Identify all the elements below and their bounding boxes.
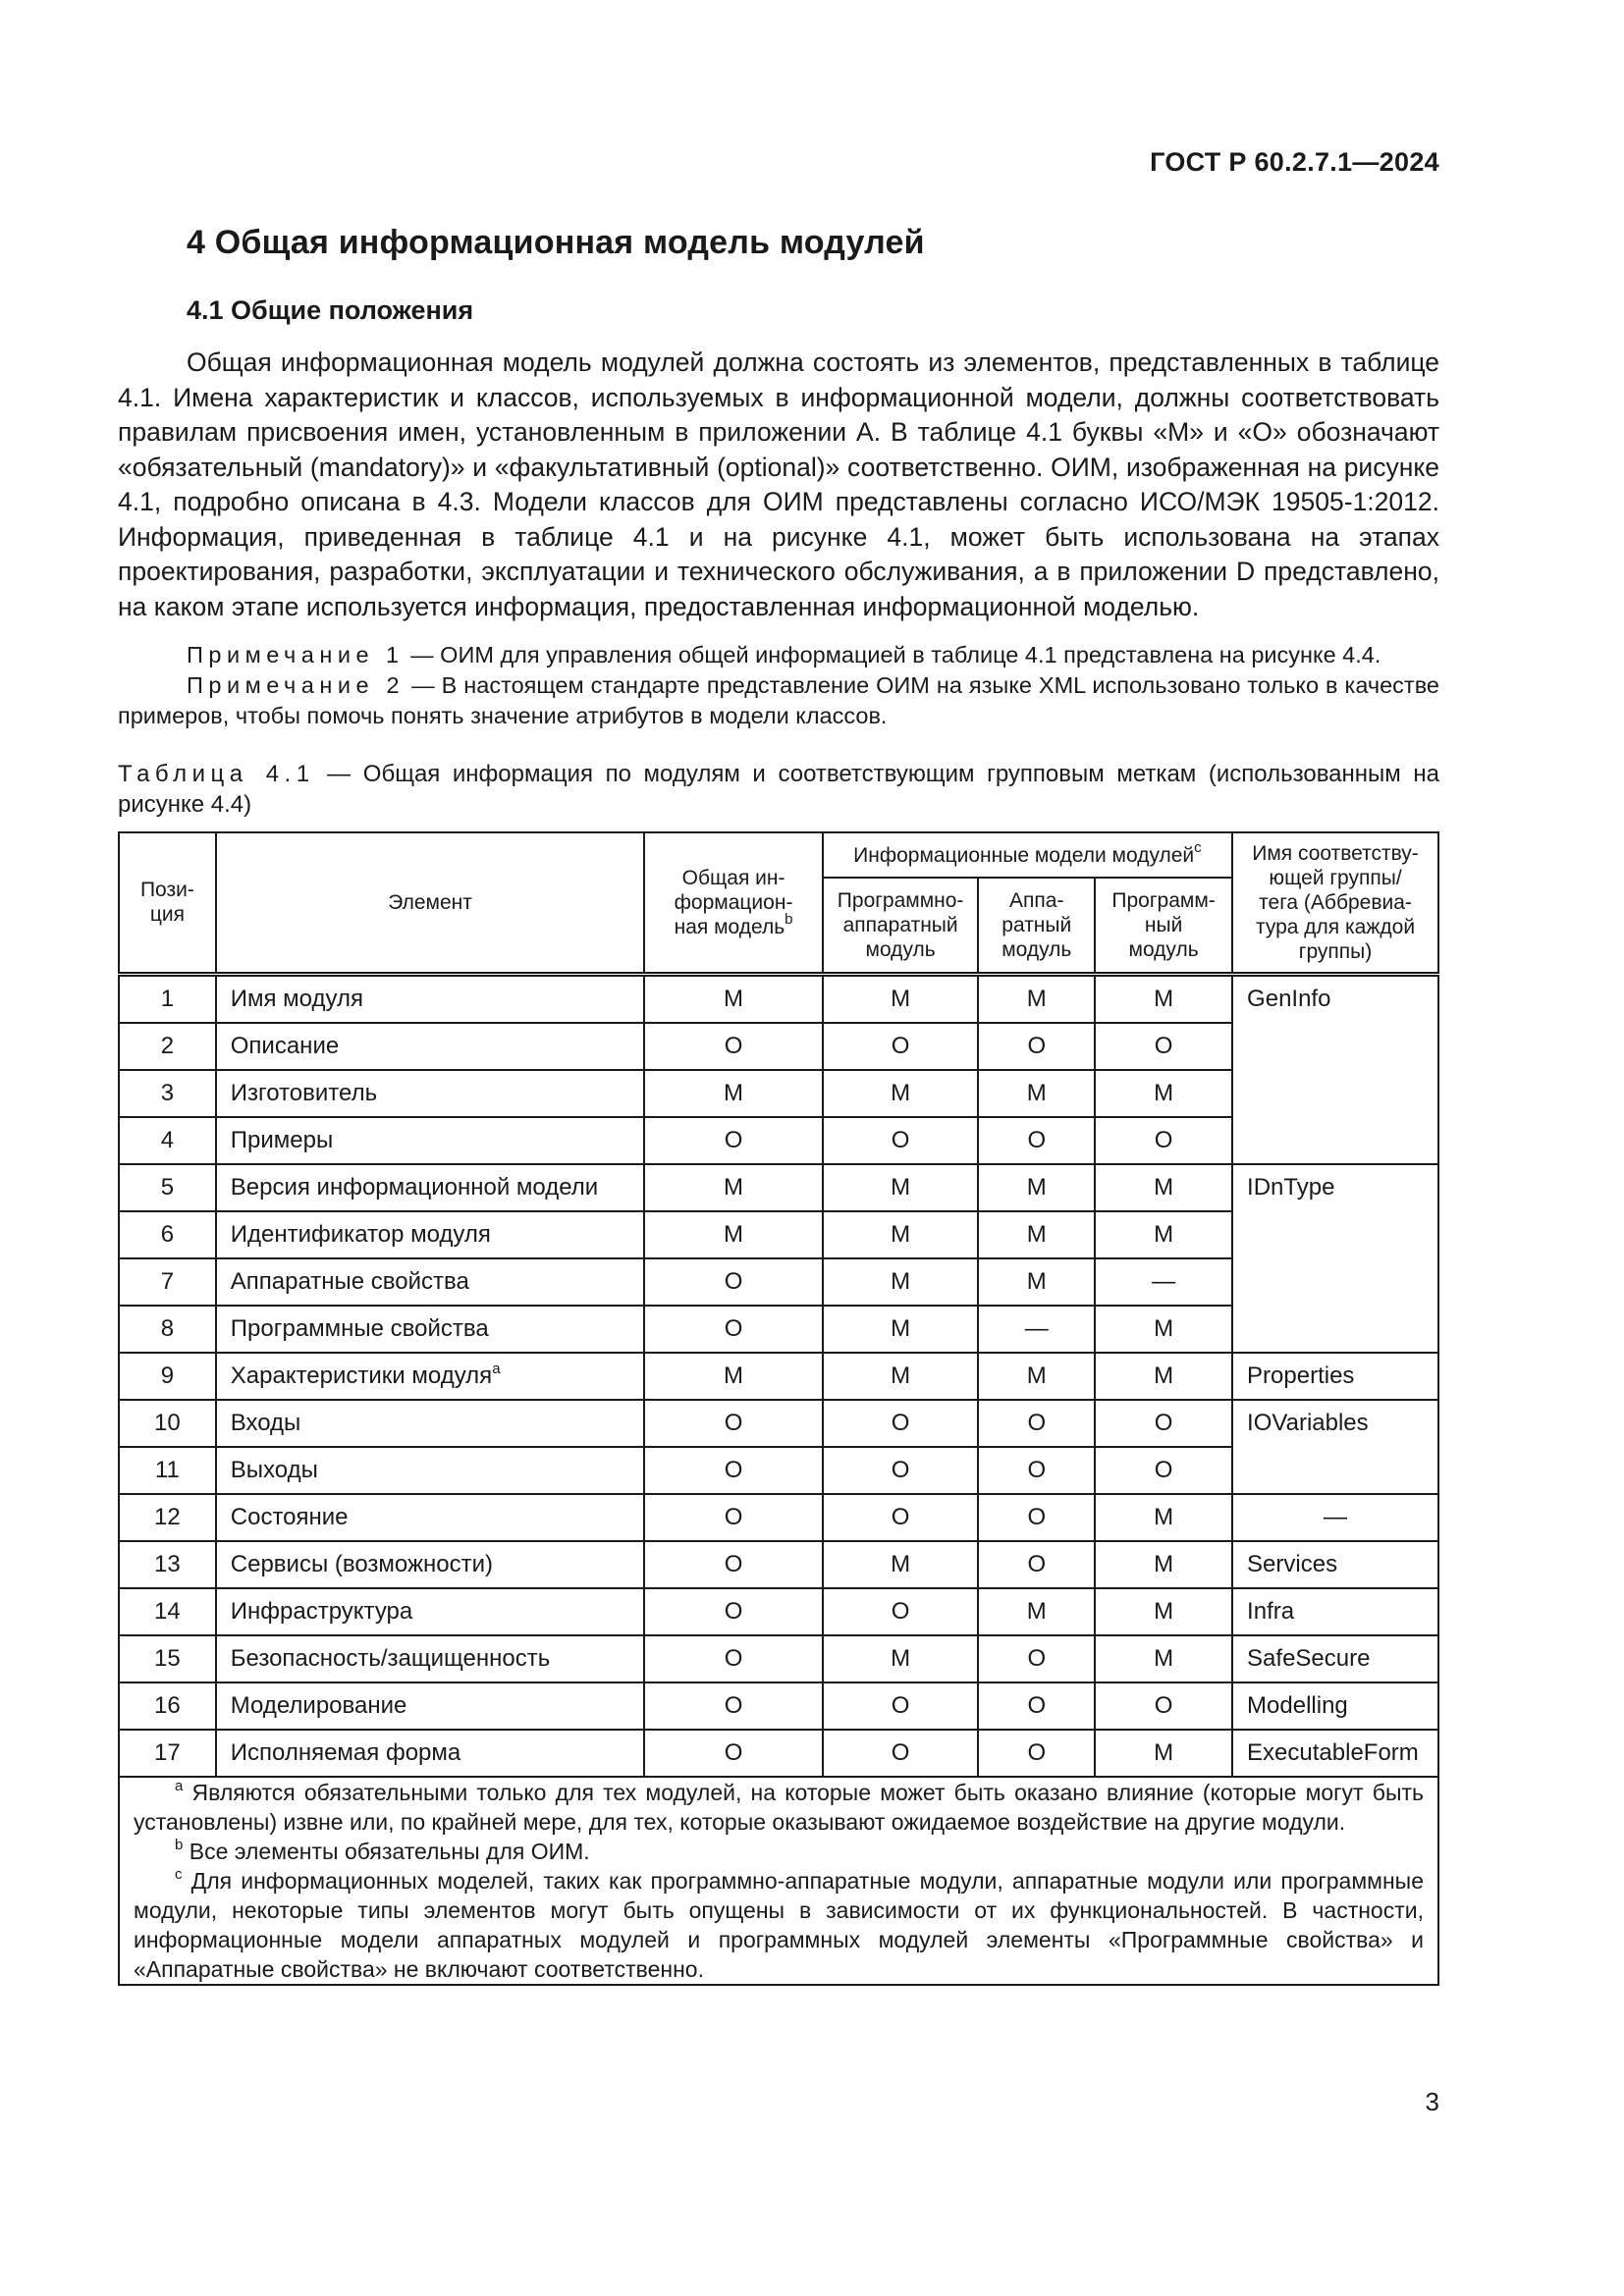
table-row: [119, 1682, 1438, 1730]
cell-sw: М: [1095, 1306, 1232, 1353]
cell-hw-sw: О: [823, 1730, 979, 1777]
cell-element: Безопасность/защищенность: [216, 1635, 645, 1682]
note-2-text: — В настоящем стандарте представление ОИМ на языке XML использовано только в качестве примеров, чтобы помочь понять значение атрибутов в модели классов.: [118, 672, 1439, 728]
cell-hw: О: [978, 1023, 1095, 1070]
cell-hw: М: [978, 974, 1095, 1023]
cell-group-safesecure: SafeSecure: [1232, 1635, 1438, 1682]
cell-hw: М: [978, 1353, 1095, 1400]
cell-position: 2: [119, 1023, 216, 1070]
cell-element: Описание: [216, 1023, 645, 1070]
cell-hw-sw: М: [823, 1164, 979, 1211]
cell-group-services: Services: [1232, 1541, 1438, 1588]
cell-position: 13: [119, 1541, 216, 1588]
cell-sw: М: [1095, 1164, 1232, 1211]
cell-hw: М: [978, 1070, 1095, 1117]
cell-sw: О: [1095, 1023, 1232, 1070]
cell-group-geninfo: GenInfo: [1232, 974, 1438, 1164]
header-general-model-sup: b: [785, 910, 793, 928]
footnote-b: [134, 1837, 1424, 1866]
cell-element: Выходы: [216, 1447, 645, 1494]
cell-general: М: [644, 1164, 822, 1211]
cell-hw: О: [978, 1541, 1095, 1588]
cell-position: 9: [119, 1353, 216, 1400]
cell-position: 15: [119, 1635, 216, 1682]
table-row: [119, 1494, 1438, 1541]
cell-hw: М: [978, 1211, 1095, 1258]
cell-sw: М: [1095, 1494, 1232, 1541]
notes-block: [118, 640, 1439, 731]
cell-element: [216, 1353, 645, 1400]
cell-element: Исполняемая форма: [216, 1730, 645, 1777]
section-title: 4 Общая информационная модель модулей: [187, 224, 925, 261]
cell-group-state: —: [1232, 1494, 1438, 1541]
cell-hw: О: [978, 1682, 1095, 1730]
info-model-table: [118, 831, 1439, 1986]
cell-general: О: [644, 1541, 822, 1588]
footnote-c-text: Для информационных моделей, таких как программно-аппаратные модули, аппаратные модули или программные модули, некоторые типы элементов могут быть опущены в зависимости от их функциональностей. В частности, информационные модели аппаратных модулей и программных модулей элементы «Программные свойства» и «Аппаратные свойства» не включают соответственно.: [134, 1867, 1424, 1982]
cell-group-executable: ExecutableForm: [1232, 1730, 1438, 1777]
footnote-a-text: Являются обязательными только для тех модулей, на которые может быть оказано влияние (которые могут быть установлены) извне или, по крайней мере, для тех, которые оказывают ожидаемое воздействие на другие модули.: [134, 1779, 1424, 1835]
cell-hw-sw: О: [823, 1117, 979, 1164]
cell-sw: М: [1095, 1070, 1232, 1117]
footnote-a-mark: a: [175, 1777, 184, 1794]
header-hw-sw-module: Программно-аппаратный модуль: [823, 878, 979, 974]
cell-general: М: [644, 1353, 822, 1400]
cell-hw-sw: М: [823, 974, 979, 1023]
cell-hw: М: [978, 1164, 1095, 1211]
table-row: [119, 1541, 1438, 1588]
table-row: [119, 1353, 1438, 1400]
table-caption-label: Таблица 4.1: [118, 761, 315, 787]
cell-general: О: [644, 1023, 822, 1070]
footnote-a: [134, 1778, 1424, 1837]
table-row: [119, 974, 1438, 1023]
cell-group-modelling: Modelling: [1232, 1682, 1438, 1730]
cell-hw-sw: О: [823, 1494, 979, 1541]
cell-position: 17: [119, 1730, 216, 1777]
footnote-a-ref: a: [492, 1360, 501, 1377]
cell-position: 6: [119, 1211, 216, 1258]
cell-element: Аппаратные свойства: [216, 1258, 645, 1306]
header-element: Элемент: [216, 832, 645, 974]
cell-sw: М: [1095, 974, 1232, 1023]
cell-group-idntype: IDnType: [1232, 1164, 1438, 1353]
table-footnotes: [119, 1777, 1438, 1985]
note-1: [118, 640, 1439, 670]
cell-position: 10: [119, 1400, 216, 1447]
table-row: [119, 1635, 1438, 1682]
cell-general: О: [644, 1258, 822, 1306]
header-info-models-sup: c: [1194, 838, 1202, 856]
cell-position: 5: [119, 1164, 216, 1211]
cell-general: О: [644, 1117, 822, 1164]
cell-hw: М: [978, 1588, 1095, 1635]
cell-hw: О: [978, 1400, 1095, 1447]
cell-element: Имя модуля: [216, 974, 645, 1023]
cell-hw: О: [978, 1730, 1095, 1777]
cell-group-properties: Properties: [1232, 1353, 1438, 1400]
header-info-models: [823, 832, 1232, 878]
cell-hw-sw: М: [823, 1211, 979, 1258]
cell-general: О: [644, 1635, 822, 1682]
cell-general: О: [644, 1306, 822, 1353]
cell-sw: О: [1095, 1682, 1232, 1730]
cell-general: О: [644, 1447, 822, 1494]
page-number: 3: [1425, 2087, 1439, 2116]
cell-position: 16: [119, 1682, 216, 1730]
cell-element: Программные свойства: [216, 1306, 645, 1353]
cell-general: О: [644, 1730, 822, 1777]
cell-hw-sw: О: [823, 1400, 979, 1447]
page-content: [118, 224, 1439, 1986]
cell-hw-sw: М: [823, 1635, 979, 1682]
cell-hw: О: [978, 1117, 1095, 1164]
cell-element: Моделирование: [216, 1682, 645, 1730]
cell-sw: М: [1095, 1730, 1232, 1777]
cell-hw-sw: М: [823, 1541, 979, 1588]
cell-position: 8: [119, 1306, 216, 1353]
note-1-text: — ОИМ для управления общей информацией в таблице 4.1 представлена на рисунке 4.4.: [404, 642, 1381, 667]
note-1-label: Примечание 1: [187, 642, 405, 667]
footnotes-row: [119, 1777, 1438, 1985]
header-general-model-text: Общая ин-формацион-ная модель: [674, 866, 793, 938]
cell-element-text: Характеристики модуля: [230, 1362, 493, 1389]
cell-sw: М: [1095, 1353, 1232, 1400]
table-caption: [118, 759, 1439, 820]
cell-hw-sw: О: [823, 1447, 979, 1494]
footnote-b-mark: b: [175, 1836, 184, 1853]
cell-hw: М: [978, 1258, 1095, 1306]
cell-group-infra: Infra: [1232, 1588, 1438, 1635]
header-info-models-text: Информационные модели модулей: [853, 843, 1195, 867]
note-2-label: Примечание 2: [187, 672, 406, 698]
footnote-c-mark: c: [175, 1865, 183, 1883]
cell-element: Версия информационной модели: [216, 1164, 645, 1211]
cell-element: Примеры: [216, 1117, 645, 1164]
cell-sw: М: [1095, 1588, 1232, 1635]
cell-hw-sw: М: [823, 1258, 979, 1306]
cell-element: Идентификатор модуля: [216, 1211, 645, 1258]
cell-position: 7: [119, 1258, 216, 1306]
cell-hw: О: [978, 1494, 1095, 1541]
cell-hw: О: [978, 1447, 1095, 1494]
cell-hw: О: [978, 1635, 1095, 1682]
cell-position: 11: [119, 1447, 216, 1494]
cell-position: 1: [119, 974, 216, 1023]
table-row: [119, 1400, 1438, 1447]
cell-sw: М: [1095, 1211, 1232, 1258]
footnote-c: [134, 1866, 1424, 1984]
cell-sw: М: [1095, 1541, 1232, 1588]
table-row: [119, 1164, 1438, 1211]
cell-sw: О: [1095, 1447, 1232, 1494]
cell-hw: —: [978, 1306, 1095, 1353]
header-position: Пози-ция: [119, 832, 216, 974]
cell-sw: —: [1095, 1258, 1232, 1306]
cell-sw: О: [1095, 1117, 1232, 1164]
cell-general: М: [644, 1070, 822, 1117]
table-row: [119, 1730, 1438, 1777]
header-hw-module: Аппа-ратный модуль: [978, 878, 1095, 974]
subsection-title: 4.1 Общие положения: [187, 295, 474, 325]
cell-general: О: [644, 1400, 822, 1447]
table-caption-text: — Общая информация по модулям и соответствующим групповым меткам (использованным на рисунке 4.4): [118, 761, 1439, 818]
cell-general: О: [644, 1682, 822, 1730]
cell-position: 3: [119, 1070, 216, 1117]
cell-position: 14: [119, 1588, 216, 1635]
table-row: [119, 1588, 1438, 1635]
cell-hw-sw: М: [823, 1306, 979, 1353]
cell-hw-sw: О: [823, 1682, 979, 1730]
body-paragraph: Общая информационная модель модулей должна состоять из элементов, представленных в таблице 4.1. Имена характеристик и классов, используемых в информационной модели, должны соответствовать правилам присвоения имен, установленным в приложении А. В таблице 4.1 буквы «М» и «О» обозначают «обязательный (mandatory)» и «факультативный (optional)» соответственно. ОИМ, изображенная на рисунке 4.1, подробно описана в 4.3. Модели классов для ОИМ представлены согласно ИСО/МЭК 19505-1:2012. Информация, приведенная в таблице 4.1 и на рисунке 4.1, может быть использована на этапах проектирования, разработки, эксплуатации и технического обслуживания, а в приложении D представлено, на каком этапе используется информация, предоставленная информационной моделью.: [118, 347, 1439, 621]
header-general-model: [644, 832, 822, 974]
cell-element: Инфраструктура: [216, 1588, 645, 1635]
cell-hw-sw: М: [823, 1353, 979, 1400]
cell-general: М: [644, 1211, 822, 1258]
header-sw-module: Программ-ный модуль: [1095, 878, 1232, 974]
document-code-header: ГОСТ Р 60.2.7.1—2024: [1150, 147, 1439, 177]
cell-element: Входы: [216, 1400, 645, 1447]
cell-element: Изготовитель: [216, 1070, 645, 1117]
cell-position: 12: [119, 1494, 216, 1541]
cell-hw-sw: О: [823, 1588, 979, 1635]
cell-general: О: [644, 1588, 822, 1635]
cell-hw-sw: М: [823, 1070, 979, 1117]
header-group: Имя соответству-ющей группы/ тега (Аббревиа-тура для каждой группы): [1232, 832, 1438, 974]
cell-sw: О: [1095, 1400, 1232, 1447]
cell-general: М: [644, 974, 822, 1023]
cell-sw: М: [1095, 1635, 1232, 1682]
cell-hw-sw: О: [823, 1023, 979, 1070]
cell-general: О: [644, 1494, 822, 1541]
cell-group-iovariables: IOVariables: [1232, 1400, 1438, 1494]
cell-position: 4: [119, 1117, 216, 1164]
footnote-b-text: Все элементы обязательны для ОИМ.: [183, 1838, 590, 1864]
note-2: [118, 670, 1439, 731]
cell-element: Сервисы (возможности): [216, 1541, 645, 1588]
cell-element: Состояние: [216, 1494, 645, 1541]
